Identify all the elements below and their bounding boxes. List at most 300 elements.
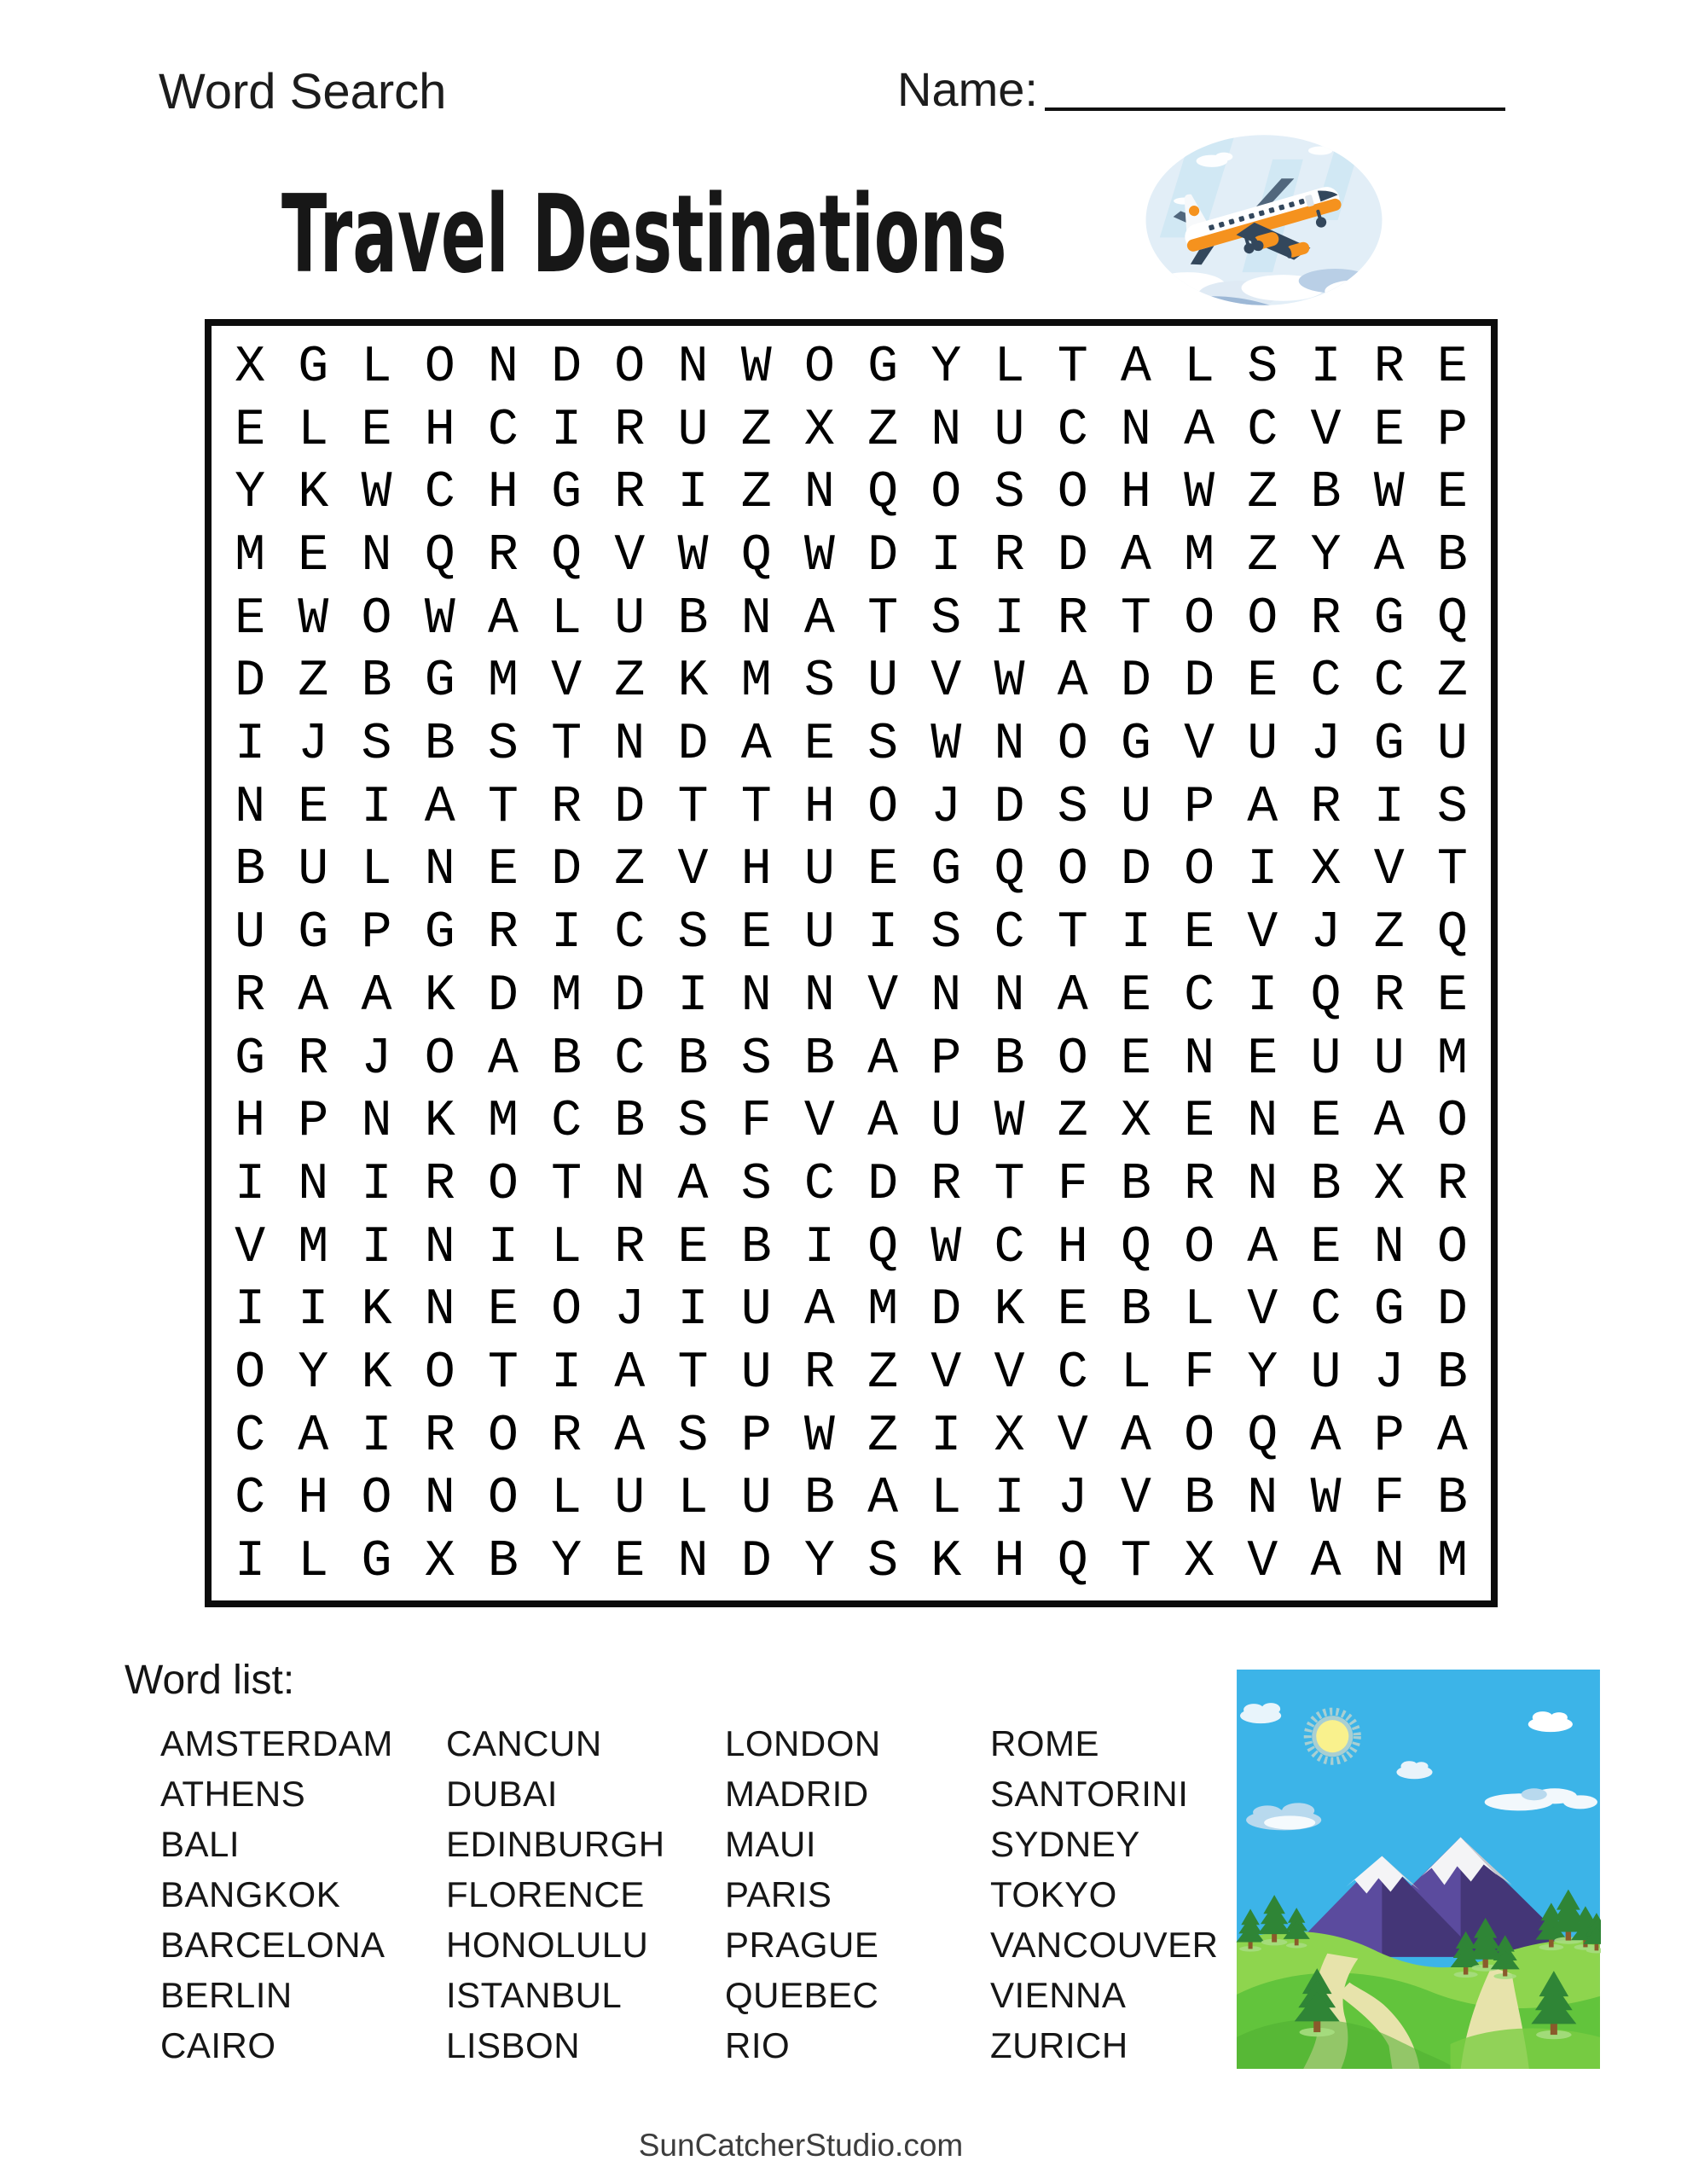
grid-cell-letter: E [1184, 904, 1215, 963]
grid-cell-letter: I [361, 1155, 392, 1214]
grid-cell-letter: K [424, 1093, 455, 1152]
grid-cell-letter: U [614, 590, 646, 648]
grid-cell-letter: W [740, 338, 772, 397]
grid-cell-letter: D [1057, 526, 1088, 585]
grid-cell-letter: M [551, 967, 583, 1025]
grid-cell-letter: C [235, 1470, 266, 1529]
grid-row [218, 1279, 1484, 1342]
grid-cell-letter: Y [1247, 1345, 1278, 1403]
word-list-item: AMSTERDAM [160, 1723, 393, 1763]
grid-cell-letter: U [1310, 1345, 1342, 1403]
grid-cell-letter: F [1184, 1345, 1215, 1403]
grid-cell-letter: I [677, 967, 709, 1025]
grid-cell-letter: I [235, 1155, 266, 1214]
grid-cell-letter: S [361, 716, 392, 775]
grid-cell-letter: N [1184, 1030, 1215, 1089]
grid-cell-letter: R [298, 1030, 329, 1089]
grid-cell-letter: I [551, 904, 583, 963]
grid-cell-letter: C [1057, 401, 1088, 460]
grid-cell-letter: Z [740, 464, 772, 523]
grid-cell-letter: C [803, 1155, 835, 1214]
word-list-item: TOKYO [990, 1874, 1117, 1914]
grid-cell-letter: I [867, 904, 899, 963]
word-list-item: ISTANBUL [446, 1975, 623, 2015]
grid-cell-letter: A [614, 1345, 646, 1403]
grid-cell-letter: T [1436, 841, 1468, 900]
grid-cell-letter: V [1057, 1407, 1088, 1466]
grid-cell-letter: Z [1373, 904, 1405, 963]
grid-cell-letter: O [487, 1155, 519, 1214]
grid-cell-letter: C [994, 1218, 1025, 1277]
grid-cell-letter: R [994, 526, 1025, 585]
grid-cell-letter: M [298, 1218, 329, 1277]
grid-cell-letter: F [1373, 1470, 1405, 1529]
grid-cell-letter: I [994, 1470, 1025, 1529]
grid-cell-letter: E [1120, 1030, 1151, 1089]
grid-cell-letter: U [740, 1470, 772, 1529]
grid-cell-letter: X [1120, 1093, 1151, 1152]
grid-cell-letter: L [361, 841, 392, 900]
grid-cell-letter: V [235, 1218, 266, 1277]
grid-cell-letter: I [1247, 967, 1278, 1025]
grid-cell-letter: C [1310, 1281, 1342, 1340]
grid-cell-letter: C [551, 1093, 583, 1152]
grid-cell-letter: O [487, 1407, 519, 1466]
word-list-columns [160, 1718, 1272, 2071]
grid-cell-letter: G [930, 841, 962, 900]
grid-cell-letter: N [994, 716, 1025, 775]
grid-cell-letter: Y [930, 338, 962, 397]
grid-cell-letter: I [361, 778, 392, 837]
grid-cell-letter: V [1373, 841, 1405, 900]
grid-cell-letter: L [1184, 338, 1215, 397]
word-list-item: HONOLULU [446, 1925, 649, 1965]
grid-cell-letter: Q [424, 526, 455, 585]
grid-cell-letter: N [677, 1533, 709, 1592]
grid-cell-letter: N [994, 967, 1025, 1025]
grid-row [218, 399, 1484, 462]
grid-cell-letter: Q [867, 1218, 899, 1277]
grid-cell-letter: L [361, 338, 392, 397]
grid-cell-letter: D [867, 1155, 899, 1214]
grid-cell-letter: E [1436, 338, 1468, 397]
grid-cell-letter: V [1247, 1281, 1278, 1340]
grid-cell-letter: B [1120, 1155, 1151, 1214]
grid-cell-letter: O [361, 1470, 392, 1529]
grid-cell-letter: B [803, 1030, 835, 1089]
grid-cell-letter: E [1120, 967, 1151, 1025]
grid-cell-letter: D [235, 653, 266, 712]
grid-cell-letter: A [867, 1093, 899, 1152]
grid-cell-letter: S [1057, 778, 1088, 837]
grid-cell-letter: B [677, 590, 709, 648]
grid-cell-letter: G [867, 338, 899, 397]
grid-cell-letter: J [1373, 1345, 1405, 1403]
grid-cell-letter: E [1057, 1281, 1088, 1340]
grid-cell-letter: U [1373, 1030, 1405, 1089]
grid-cell-letter: B [1184, 1470, 1215, 1529]
grid-cell-letter: V [867, 967, 899, 1025]
grid-cell-letter: U [614, 1470, 646, 1529]
grid-cell-letter: A [867, 1030, 899, 1089]
grid-cell-letter: H [1057, 1218, 1088, 1277]
grid-cell-letter: P [1436, 401, 1468, 460]
grid-cell-letter: E [235, 401, 266, 460]
grid-cell-letter: Q [1120, 1218, 1151, 1277]
grid-cell-letter: T [487, 778, 519, 837]
grid-cell-letter: D [930, 1281, 962, 1340]
word-list-item: RIO [725, 2025, 791, 2065]
grid-cell-letter: E [298, 526, 329, 585]
grid-cell-letter: A [298, 967, 329, 1025]
grid-cell-letter: O [361, 590, 392, 648]
grid-cell-letter: X [1373, 1155, 1405, 1214]
grid-cell-letter: B [235, 841, 266, 900]
grid-cell-letter: V [551, 653, 583, 712]
grid-row [218, 1217, 1484, 1280]
grid-cell-letter: M [867, 1281, 899, 1340]
grid-cell-letter: B [1120, 1281, 1151, 1340]
grid-cell-letter: Q [1436, 590, 1468, 648]
grid-cell-letter: L [551, 1470, 583, 1529]
grid-cell-letter: B [1436, 526, 1468, 585]
grid-cell-letter: W [930, 1218, 962, 1277]
grid-cell-letter: V [1310, 401, 1342, 460]
grid-cell-letter: J [1310, 716, 1342, 775]
word-list-item: LISBON [446, 2025, 581, 2065]
mountain-landscape-icon [1236, 1670, 1601, 2069]
grid-cell-letter: K [677, 653, 709, 712]
grid-cell-letter: Z [867, 1345, 899, 1403]
grid-cell-letter: N [1247, 1155, 1278, 1214]
grid-cell-letter: N [487, 338, 519, 397]
grid-cell-letter: U [740, 1281, 772, 1340]
grid-cell-letter: S [994, 464, 1025, 523]
grid-cell-letter: E [1436, 967, 1468, 1025]
grid-cell-letter: H [487, 464, 519, 523]
word-list-item: SYDNEY [990, 1824, 1140, 1864]
grid-row [218, 1405, 1484, 1468]
grid-cell-letter: S [677, 1093, 709, 1152]
airplane-icon [1139, 125, 1388, 316]
grid-cell-letter: K [361, 1281, 392, 1340]
grid-cell-letter: S [867, 716, 899, 775]
grid-cell-letter: V [1120, 1470, 1151, 1529]
grid-cell-letter: G [424, 653, 455, 712]
grid-cell-letter: W [803, 526, 835, 585]
grid-cell-letter: L [551, 1218, 583, 1277]
grid-cell-letter: I [361, 1407, 392, 1466]
grid-cell-letter: W [424, 590, 455, 648]
grid-cell-letter: E [677, 1218, 709, 1277]
grid-cell-letter: H [1120, 464, 1151, 523]
grid-cell-letter: Z [1057, 1093, 1088, 1152]
grid-cell-letter: R [1057, 590, 1088, 648]
grid-cell-letter: N [1247, 1093, 1278, 1152]
word-list-item: SANTORINI [990, 1774, 1189, 1814]
word-list-item: BERLIN [160, 1975, 293, 2015]
grid-cell-letter: A [1247, 1218, 1278, 1277]
grid-cell-letter: O [1057, 716, 1088, 775]
grid-cell-letter: Y [235, 464, 266, 523]
grid-cell-letter: H [994, 1533, 1025, 1592]
grid-cell-letter: I [677, 464, 709, 523]
grid-cell-letter: P [361, 904, 392, 963]
grid-cell-letter: A [740, 716, 772, 775]
grid-cell-letter: W [1310, 1470, 1342, 1529]
grid-cell-letter: E [1310, 1093, 1342, 1152]
grid-cell-letter: I [677, 1281, 709, 1340]
grid-cell-letter: B [677, 1030, 709, 1089]
grid-cell-letter: L [1120, 1345, 1151, 1403]
grid-cell-letter: M [1184, 526, 1215, 585]
grid-cell-letter: Q [551, 526, 583, 585]
worksheet-type-label: Word Search [159, 64, 447, 119]
grid-cell-letter: A [1247, 778, 1278, 837]
grid-cell-letter: T [867, 590, 899, 648]
grid-cell-letter: K [298, 464, 329, 523]
grid-cell-letter: G [1373, 1281, 1405, 1340]
grid-cell-letter: A [1184, 401, 1215, 460]
grid-cell-letter: L [1184, 1281, 1215, 1340]
grid-cell-letter: R [1436, 1155, 1468, 1214]
grid-cell-letter: C [614, 904, 646, 963]
grid-cell-letter: M [487, 653, 519, 712]
grid-cell-letter: R [1373, 967, 1405, 1025]
grid-cell-letter: B [1436, 1345, 1468, 1403]
grid-cell-letter: N [740, 590, 772, 648]
grid-cell-letter: I [1120, 904, 1151, 963]
grid-cell-letter: N [614, 716, 646, 775]
grid-cell-letter: I [1373, 778, 1405, 837]
grid-cell-letter: O [424, 1345, 455, 1403]
grid-cell-letter: N [361, 526, 392, 585]
grid-cell-letter: Q [867, 464, 899, 523]
grid-cell-letter: L [551, 590, 583, 648]
grid-cell-letter: N [1247, 1470, 1278, 1529]
grid-cell-letter: L [930, 1470, 962, 1529]
grid-cell-letter: U [740, 1345, 772, 1403]
site-credit: SunCatcherStudio.com [638, 2128, 964, 2163]
grid-cell-letter: X [994, 1407, 1025, 1466]
grid-row [218, 462, 1484, 525]
grid-cell-letter: N [298, 1155, 329, 1214]
grid-row [218, 1342, 1484, 1405]
grid-cell-letter: G [424, 904, 455, 963]
word-list-heading: Word list: [125, 1658, 295, 1703]
grid-cell-letter: U [298, 841, 329, 900]
grid-cell-letter: L [677, 1470, 709, 1529]
grid-cell-letter: W [994, 653, 1025, 712]
word-list-item: PRAGUE [725, 1925, 879, 1965]
grid-cell-letter: E [487, 1281, 519, 1340]
grid-cell-letter: Z [1247, 464, 1278, 523]
grid-row [218, 1090, 1484, 1153]
grid-cell-letter: S [1436, 778, 1468, 837]
grid-cell-letter: N [1373, 1218, 1405, 1277]
grid-cell-letter: S [740, 1030, 772, 1089]
grid-cell-letter: O [1184, 841, 1215, 900]
grid-cell-letter: T [677, 1345, 709, 1403]
grid-cell-letter: A [1310, 1407, 1342, 1466]
grid-cell-letter: A [1057, 653, 1088, 712]
grid-cell-letter: C [1310, 653, 1342, 712]
grid-cell-letter: P [930, 1030, 962, 1089]
grid-row [218, 1028, 1484, 1091]
grid-cell-letter: I [487, 1218, 519, 1277]
grid-cell-letter: S [1247, 338, 1278, 397]
grid-cell-letter: O [235, 1345, 266, 1403]
grid-cell-letter: C [424, 464, 455, 523]
grid-cell-letter: T [1120, 590, 1151, 648]
grid-cell-letter: O [1057, 1030, 1088, 1089]
grid-cell-letter: Z [867, 1407, 899, 1466]
grid-cell-letter: E [803, 716, 835, 775]
name-label: Name: [897, 62, 1038, 116]
grid-cell-letter: I [1247, 841, 1278, 900]
grid-cell-letter: X [424, 1533, 455, 1592]
grid-cell-letter: U [677, 401, 709, 460]
grid-cell-letter: H [424, 401, 455, 460]
grid-cell-letter: M [740, 653, 772, 712]
grid-cell-letter: B [487, 1533, 519, 1592]
grid-cell-letter: E [1373, 401, 1405, 460]
grid-cell-letter: C [1247, 401, 1278, 460]
grid-cell-letter: N [424, 1470, 455, 1529]
puzzle-title: Travel Destinations [281, 171, 1007, 297]
grid-cell-letter: H [740, 841, 772, 900]
grid-cell-letter: G [551, 464, 583, 523]
grid-cell-letter: W [994, 1093, 1025, 1152]
grid-cell-letter: E [1247, 1030, 1278, 1089]
grid-cell-letter: W [930, 716, 962, 775]
grid-cell-letter: A [867, 1470, 899, 1529]
grid-cell-letter: E [1247, 653, 1278, 712]
grid-cell-letter: B [361, 653, 392, 712]
grid-cell-letter: Y [1310, 526, 1342, 585]
grid-cell-letter: C [487, 401, 519, 460]
grid-cell-letter: D [614, 778, 646, 837]
grid-cell-letter: D [740, 1533, 772, 1592]
grid-cell-letter: W [1184, 464, 1215, 523]
grid-cell-letter: T [1057, 904, 1088, 963]
word-list-item: ROME [990, 1723, 1099, 1763]
grid-cell-letter: A [1120, 1407, 1151, 1466]
grid-cell-letter: E [361, 401, 392, 460]
grid-cell-letter: I [1310, 338, 1342, 397]
grid-cell-letter: G [361, 1533, 392, 1592]
grid-cell-letter: Z [614, 841, 646, 900]
grid-cell-letter: N [740, 967, 772, 1025]
word-list-item: CANCUN [446, 1723, 602, 1763]
word-grid-rows [218, 336, 1484, 1594]
word-list-item: FLORENCE [446, 1874, 645, 1914]
grid-cell-letter: D [551, 338, 583, 397]
grid-cell-letter: N [930, 967, 962, 1025]
grid-cell-letter: V [1247, 904, 1278, 963]
grid-cell-letter: N [677, 338, 709, 397]
grid-cell-letter: C [1373, 653, 1405, 712]
grid-cell-letter: Q [1057, 1533, 1088, 1592]
grid-row [218, 650, 1484, 713]
grid-cell-letter: K [930, 1533, 962, 1592]
word-list-item: ATHENS [160, 1774, 306, 1814]
grid-cell-letter: I [235, 1533, 266, 1592]
grid-cell-letter: R [614, 464, 646, 523]
grid-row [218, 839, 1484, 903]
word-list-item: CAIRO [160, 2025, 276, 2065]
grid-cell-letter: Z [867, 401, 899, 460]
grid-cell-letter: D [487, 967, 519, 1025]
grid-cell-letter: J [614, 1281, 646, 1340]
grid-cell-letter: U [235, 904, 266, 963]
grid-cell-letter: L [994, 338, 1025, 397]
grid-cell-letter: C [235, 1407, 266, 1466]
grid-cell-letter: P [298, 1093, 329, 1152]
grid-cell-letter: Z [1436, 653, 1468, 712]
grid-cell-letter: U [1247, 716, 1278, 775]
grid-cell-letter: E [1184, 1093, 1215, 1152]
grid-cell-letter: O [1057, 464, 1088, 523]
grid-cell-letter: P [740, 1407, 772, 1466]
grid-cell-letter: D [1120, 841, 1151, 900]
grid-cell-letter: O [1436, 1093, 1468, 1152]
grid-row [218, 1468, 1484, 1531]
grid-cell-letter: U [1120, 778, 1151, 837]
word-list-item: QUEBEC [725, 1975, 879, 2015]
grid-cell-letter: N [803, 464, 835, 523]
grid-cell-letter: R [1310, 778, 1342, 837]
grid-cell-letter: B [1310, 464, 1342, 523]
grid-cell-letter: D [614, 967, 646, 1025]
grid-cell-letter: C [1184, 967, 1215, 1025]
grid-cell-letter: O [803, 338, 835, 397]
grid-cell-letter: U [930, 1093, 962, 1152]
grid-cell-letter: I [551, 1345, 583, 1403]
grid-cell-letter: I [361, 1218, 392, 1277]
grid-row [218, 1153, 1484, 1217]
grid-cell-letter: B [424, 716, 455, 775]
grid-cell-letter: R [424, 1155, 455, 1214]
grid-cell-letter: G [298, 338, 329, 397]
grid-row [218, 1531, 1484, 1594]
grid-cell-letter: B [1436, 1470, 1468, 1529]
grid-cell-letter: L [298, 1533, 329, 1592]
grid-cell-letter: S [487, 716, 519, 775]
grid-cell-letter: N [803, 967, 835, 1025]
grid-cell-letter: I [235, 1281, 266, 1340]
grid-cell-letter: O [1057, 841, 1088, 900]
grid-cell-letter: B [1310, 1155, 1342, 1214]
grid-cell-letter: R [487, 526, 519, 585]
grid-cell-letter: O [551, 1281, 583, 1340]
name-blank-line [1045, 107, 1505, 111]
grid-cell-letter: P [1184, 778, 1215, 837]
grid-cell-letter: C [1057, 1345, 1088, 1403]
grid-cell-letter: S [867, 1533, 899, 1592]
grid-cell-letter: J [361, 1030, 392, 1089]
grid-cell-letter: N [1120, 401, 1151, 460]
grid-cell-letter: D [677, 716, 709, 775]
grid-cell-letter: S [803, 653, 835, 712]
grid-cell-letter: V [803, 1093, 835, 1152]
grid-cell-letter: T [677, 778, 709, 837]
grid-row [218, 965, 1484, 1028]
grid-cell-letter: T [1057, 338, 1088, 397]
grid-cell-letter: R [424, 1407, 455, 1466]
grid-cell-letter: V [930, 1345, 962, 1403]
grid-cell-letter: Z [1247, 526, 1278, 585]
